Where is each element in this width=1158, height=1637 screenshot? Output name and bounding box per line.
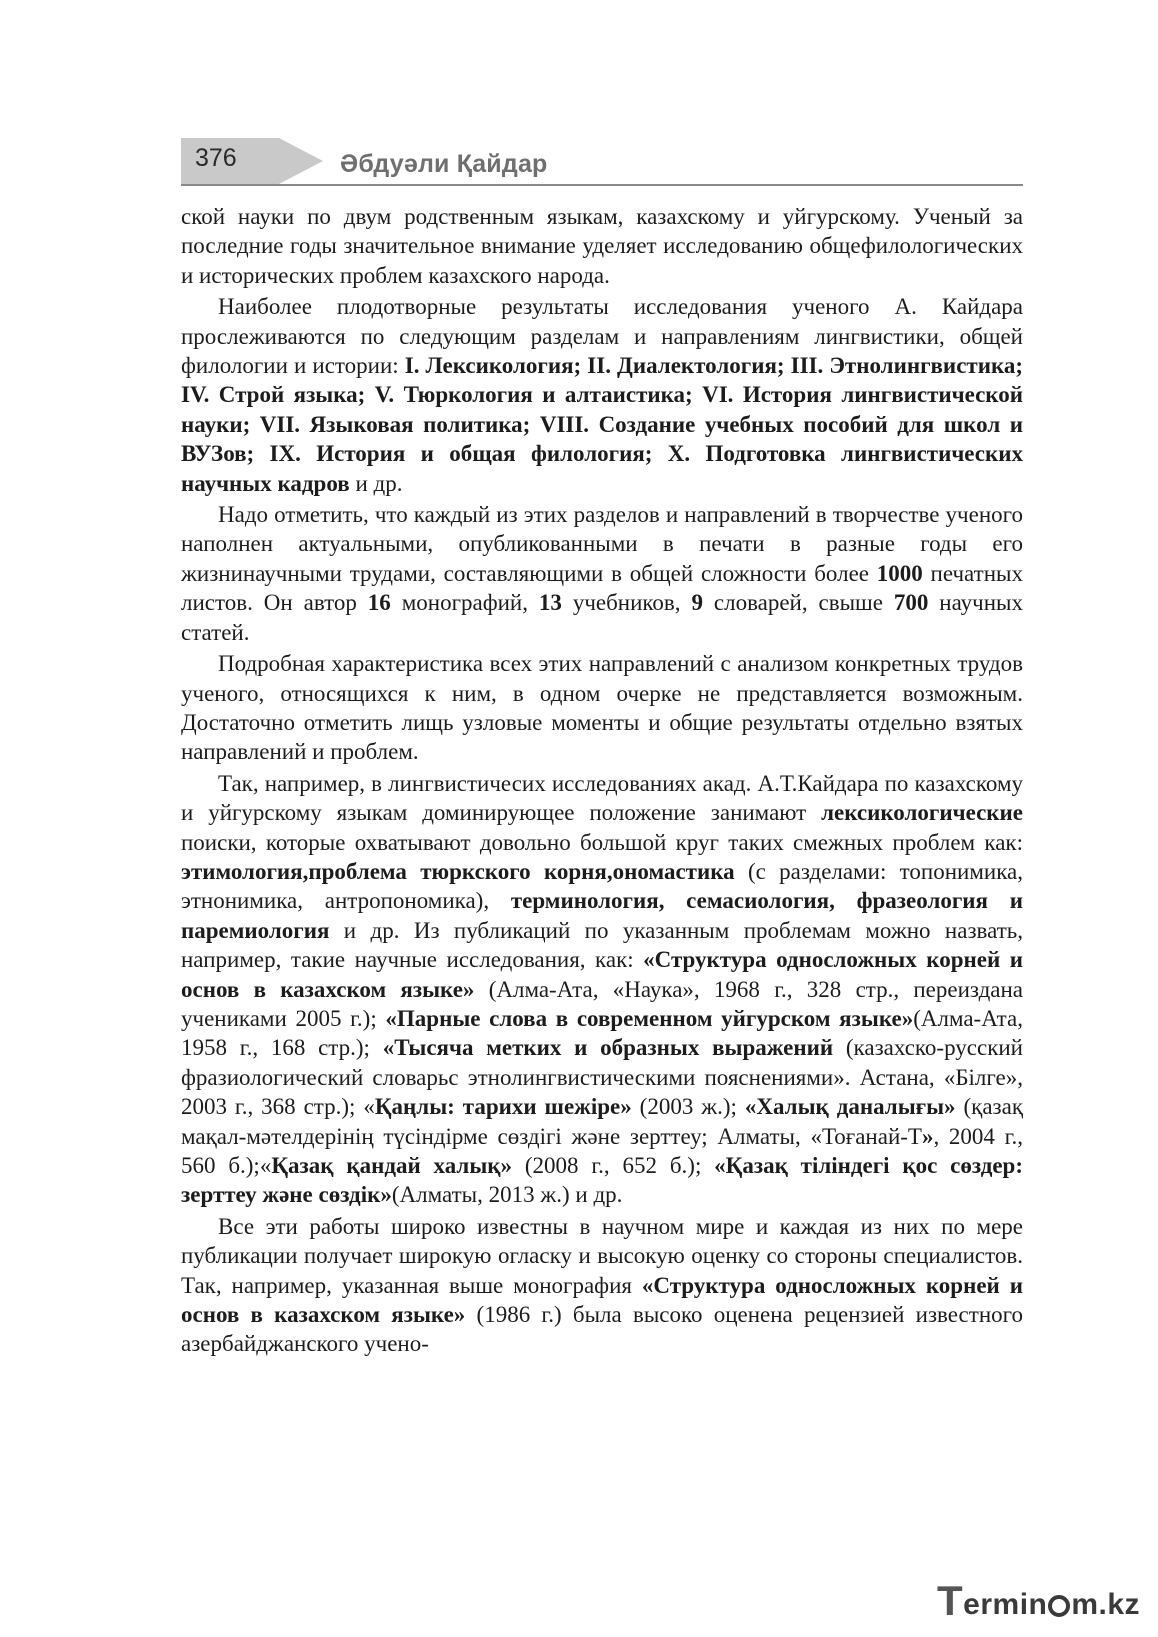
text-run: (с разделами: топонимика, этнонимика, антропономика),: [181, 858, 1023, 914]
bold-text-run: 13: [538, 590, 562, 616]
page-number-tab: [181, 138, 279, 184]
watermark-circle-icon: [1048, 1595, 1070, 1617]
page-body: [181, 202, 1023, 1361]
text-run: печатных листов. Он автор: [181, 560, 1023, 616]
paragraph-6: [181, 1212, 1023, 1359]
paragraph-3: [181, 500, 1023, 647]
text-run: (Алма-Ата, «Наука», 1968 г., 328 стр., переиздана учениками 2005 г.);: [181, 976, 1023, 1031]
text-run: Так, например, в лингвистичесих исследованиях акад. А.Т.Кайдара по казахскому и уйгурскому языкам доминирующее положение занимают: [181, 770, 1023, 826]
bold-text-run: «Парные слова в современном уйгурском языке»: [385, 1005, 914, 1031]
text-run: Наиболее плодотворные результаты исследования ученого А. Кайдара прослеживаются по следующим разделам и направлениям лингвистики, общей филологии и истории:: [181, 294, 1023, 379]
bold-text-run: »: [921, 1123, 934, 1149]
termincom-watermark-logo: [937, 1578, 1140, 1622]
header-rule: [181, 184, 1023, 186]
text-run: Надо отметить, что каждый из этих разделов и направлений в творчестве ученого наполнен актуальными, опубликованными в печати в разные годы его жизнинаучными трудами, составляющими в общей сложности более: [181, 502, 1023, 586]
text-run: и др. Из публикаций по указанным проблемам можно назвать, например, такие научные исследования, как:: [181, 917, 1023, 973]
bold-text-run: «Структура односложных корней и основ в казахском языке»: [181, 1272, 1023, 1328]
paragraph-2: [181, 292, 1023, 498]
text-run: ской науки по двум родственным языкам, казахскому и уйгурскому. Ученый за последние годы значительное внимание уделяет исследованию общефилологических и исторических проблем казахского народа.: [181, 204, 1023, 288]
page-header: [181, 138, 1023, 186]
text-run: (Алматы, 2013 ж.) и др.: [391, 1182, 623, 1208]
text-run: монографий,: [390, 590, 539, 616]
bold-text-run: «Структура односложных корней и основ в казахском языке»: [181, 947, 1023, 1002]
paragraph-1: [181, 202, 1023, 290]
tab-arrow-shape: [279, 138, 323, 184]
bold-text-run: терминология, семасиология, фразеология и паремиология: [181, 888, 1023, 943]
bold-text-run: этимология,проблема тюркского корня,ономастика: [181, 858, 735, 884]
text-run: и др.: [349, 470, 403, 496]
text-run: (2003 ж.);: [631, 1094, 745, 1120]
page-number: 376: [195, 144, 237, 172]
bold-text-run: «Халық даналығы»: [744, 1094, 956, 1120]
bold-text-run: 700: [893, 590, 929, 616]
bold-text-run: 9: [691, 590, 703, 616]
text-run: (Алма-Ата, 1958 г., 168 стр.);: [181, 1005, 1023, 1061]
watermark-text-a: ermin: [963, 1588, 1048, 1621]
text-run: (1986 г.) была высоко оценена рецензией известного азербайджанского учено-: [181, 1302, 1023, 1357]
watermark-t-glyph: T: [937, 1577, 964, 1624]
text-run: , 2004 г., 560 б.);«: [181, 1123, 1023, 1178]
text-run: (2008 г., 652 б.);: [512, 1153, 715, 1178]
text-run: (қазақ мақал-мәтелдерінің түсіндірме сөздігі және зерттеу; Алматы, «Тоғанай-Т: [181, 1094, 1023, 1149]
bold-text-run: Қаңлы: тарихи шежіре»: [374, 1094, 632, 1120]
bold-text-run: 1000: [876, 560, 923, 586]
text-run: поиски, которые охватывают довольно большой круг таких смежных проблем как:: [181, 829, 1023, 855]
text-run: Подробная характеристика всех этих направлений с анализом конкретных трудов ученого, относящихся к ним, в одном очерке не представляется возможным. Достаточно отметить лищь узловые моменты и общие результаты отдельно взятых направлений и проблем.: [181, 651, 1023, 765]
text-run: учебников,: [561, 590, 692, 616]
watermark-text-b: m.kz: [1071, 1588, 1141, 1621]
bold-text-run: 16: [367, 590, 391, 616]
bold-text-run: «Тысяча метких и образных выражений: [382, 1035, 834, 1061]
paragraph-4: [181, 649, 1023, 767]
paragraph-5: [181, 769, 1023, 1210]
text-run: словарей, свыше: [702, 590, 894, 616]
bold-text-run: «Қазақ тіліндегі қос сөздер: зерттеу және сөздік»: [181, 1153, 1023, 1208]
running-title: Әбдуәли Қайдар: [340, 150, 548, 178]
bold-text-run: I. Лексикология; II. Диалектология; III. Этнолингвистика; IV. Строй языка; V. Тюркология и алтаистика; VI. История лингвистической науки; VII. Языковая политика; VIII. Создание учебных пособий для школ и ВУЗов; IX. История и общая филология; X. Подготовка лингвистических научных кадров: [181, 353, 1024, 496]
text-run: Все эти работы широко известны в научном мире и каждая из них по мере публикации получает широкую огласку и высокую оценку со стороны специалистов. Так, например, указанная выше монография: [181, 1213, 1023, 1298]
text-run: (казахско-русский фразиологический словарьс этнолингвистическими пояснениями». Астана, «Білге», 2003 г., 368 стр.); «: [181, 1035, 1023, 1120]
text-run: научных статей.: [181, 590, 1023, 645]
bold-text-run: Қазақ қандай халық»: [271, 1153, 513, 1178]
bold-text-run: лексикологические: [821, 800, 1023, 826]
